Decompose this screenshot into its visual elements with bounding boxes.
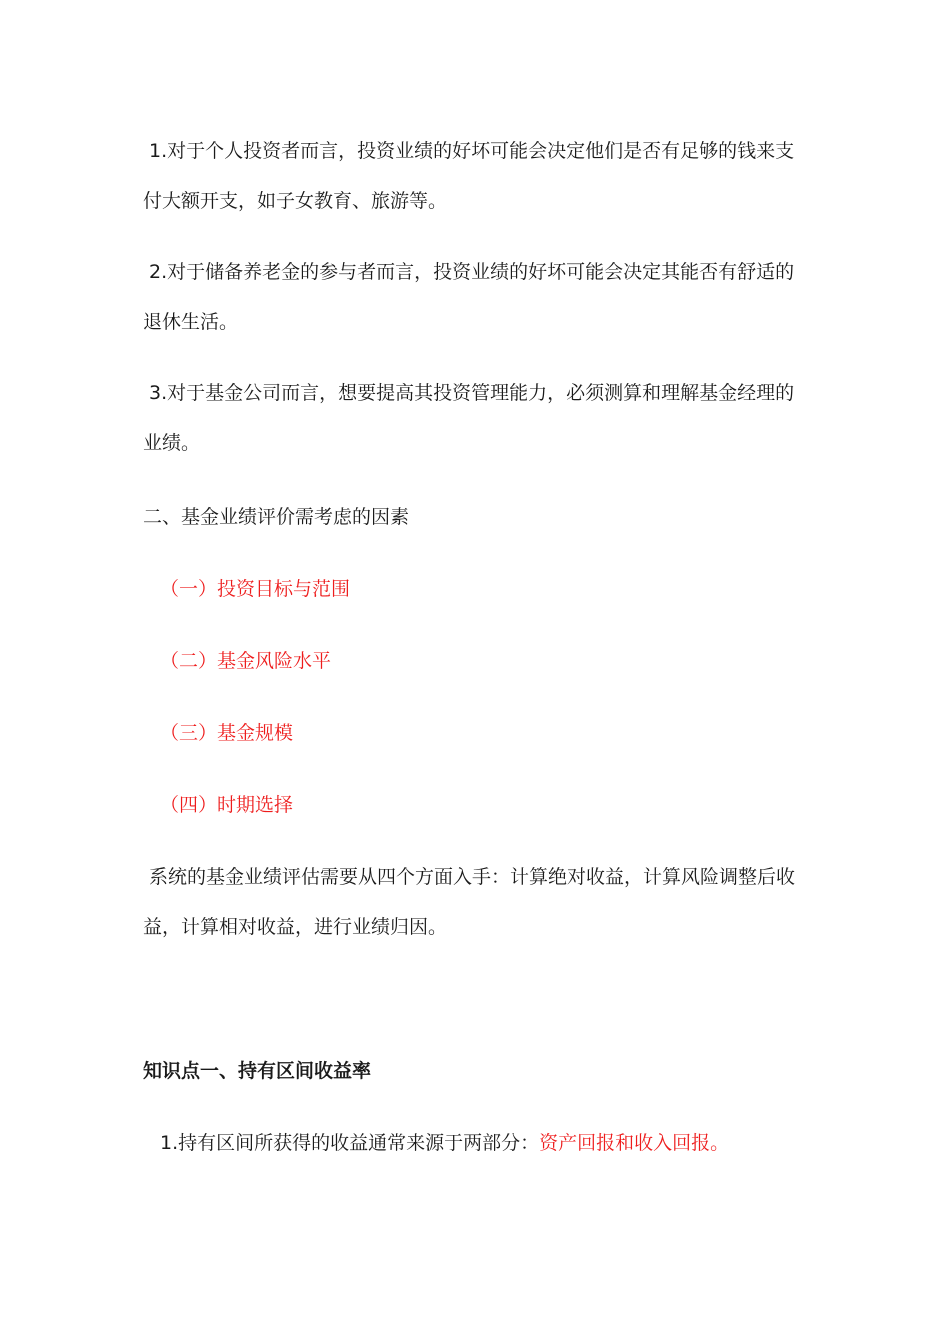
- knowledge-point-title: [143, 1056, 808, 1086]
- point-2-line-1: 2.对于储备养老金的参与者而言，投资业绩的好坏可能会决定其能否有舒适的: [149, 261, 795, 283]
- factor-1-text: （一）投资目标与范围: [160, 578, 351, 600]
- knowledge-point-item-1: [143, 1128, 808, 1158]
- factor-4: [143, 790, 808, 820]
- summary-paragraph: [143, 852, 808, 952]
- point-1-line-1: 1.对于个人投资者而言，投资业绩的好坏可能会决定他们是否有足够的钱来支: [149, 140, 795, 162]
- point-2: [143, 247, 808, 347]
- factor-1: [143, 574, 808, 604]
- summary-line-2: 益，计算相对收益，进行业绩归因。: [143, 916, 448, 938]
- summary-line-1: 系统的基金业绩评估需要从四个方面入手：计算绝对收益，计算风险调整后收: [149, 866, 796, 888]
- point-3-line-1: 3.对于基金公司而言，想要提高其投资管理能力，必须测算和理解基金经理的: [149, 382, 795, 404]
- knowledge-point-item-1-prefix: 1.持有区间所获得的收益通常来源于两部分：: [160, 1132, 540, 1154]
- factor-3-text: （三）基金规模: [160, 722, 294, 744]
- point-3-line-2: 业绩。: [143, 432, 201, 454]
- factor-2-text: （二）基金风险水平: [160, 650, 332, 672]
- point-3: [143, 368, 808, 468]
- point-2-line-2: 退休生活。: [143, 311, 239, 333]
- point-1-line-2: 付大额开支，如子女教育、旅游等。: [143, 190, 448, 212]
- section-heading-text: 二、基金业绩评价需考虑的因素: [143, 506, 410, 528]
- factor-2: [143, 646, 808, 676]
- knowledge-point-title-text: 知识点一、持有区间收益率: [143, 1060, 372, 1082]
- factor-4-text: （四）时期选择: [160, 794, 294, 816]
- factor-3: [143, 718, 808, 748]
- point-1: [143, 126, 808, 226]
- knowledge-point-item-1-highlight: 资产回报和收入回报。: [539, 1132, 730, 1154]
- section-heading: [143, 502, 808, 532]
